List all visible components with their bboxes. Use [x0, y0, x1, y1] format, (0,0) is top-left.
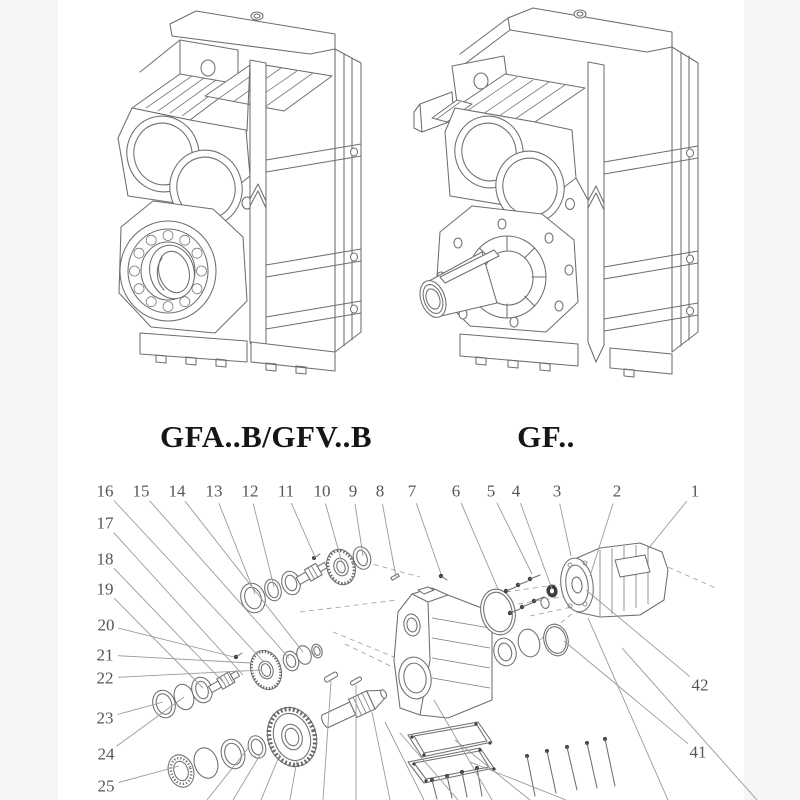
callout-12: 12: [241, 481, 259, 501]
gfab-gearbox-drawing: [118, 11, 361, 374]
callout-14: 14: [168, 481, 186, 501]
callout-4: 4: [511, 481, 521, 501]
callout-1: 1: [690, 481, 700, 501]
callout-24: 24: [97, 744, 115, 764]
leader-line-11: [291, 503, 315, 557]
leader-line-1: [648, 501, 687, 549]
cut-leader-line-5: [323, 681, 331, 800]
leader-line-16: [114, 501, 263, 662]
gf-front-strap: [588, 62, 604, 362]
cut-leader-line-12: [470, 762, 566, 800]
callout-7: 7: [407, 481, 417, 501]
callout-3: 3: [552, 481, 562, 501]
leader-line-6: [461, 503, 498, 589]
leader-line-19: [114, 598, 203, 688]
callout-15: 15: [132, 481, 150, 501]
callout-17: 17: [96, 513, 114, 533]
callout-13: 13: [205, 481, 223, 501]
callout-18: 18: [96, 549, 114, 569]
leader-line-18: [114, 568, 224, 683]
housing: [394, 574, 492, 718]
cut-leader-line-14: [622, 648, 757, 800]
callout-22: 22: [96, 668, 114, 688]
callout-2: 2: [612, 481, 622, 501]
leader-line-17: [114, 533, 243, 675]
callout-25: 25: [97, 776, 115, 796]
leader-line-3: [560, 504, 571, 556]
callout-8: 8: [375, 481, 385, 501]
cut-leader-line-3: [261, 754, 280, 800]
callout-41: 41: [689, 742, 707, 762]
leader-line-21: [118, 656, 251, 663]
leader-line-5: [497, 503, 532, 574]
leader-line-13: [219, 503, 255, 594]
cut-leader-line-7: [372, 712, 390, 800]
callout-23: 23: [96, 708, 114, 728]
callout-11: 11: [277, 481, 295, 501]
leader-line-8: [382, 504, 396, 577]
leader-line-20: [119, 628, 234, 657]
input-shaft-assembly: [237, 544, 399, 616]
leader-line-24: [117, 697, 185, 746]
gf-gearbox-drawing: [414, 8, 698, 377]
callout-6: 6: [451, 481, 461, 501]
callout-5: 5: [486, 481, 496, 501]
callout-20: 20: [97, 615, 115, 635]
electric-motor: [557, 543, 668, 617]
gfab-output-bearing: [119, 201, 247, 333]
callout-21: 21: [96, 645, 114, 665]
leader-line-7: [416, 503, 441, 574]
gf-side-panel: [604, 47, 698, 352]
label-gfab: GFA..B/GFV..B: [159, 419, 373, 454]
callout-42: 42: [691, 675, 709, 695]
callout-16: 16: [96, 481, 114, 501]
gf-top-bar: [460, 8, 672, 66]
leader-line-22: [118, 670, 262, 677]
callout-10: 10: [313, 481, 331, 501]
callout-19: 19: [96, 579, 114, 599]
leader-line-15: [150, 501, 289, 658]
label-gf: GF..: [517, 419, 575, 454]
gfab-front-strap: [250, 60, 266, 362]
cut-leader-line-13: [588, 618, 668, 800]
leader-line-12: [253, 504, 274, 587]
leader-line-41: [564, 641, 688, 744]
sump-gasket-and-plate: [408, 722, 615, 799]
callout-9: 9: [348, 481, 358, 501]
exploded-view: [97, 482, 758, 800]
